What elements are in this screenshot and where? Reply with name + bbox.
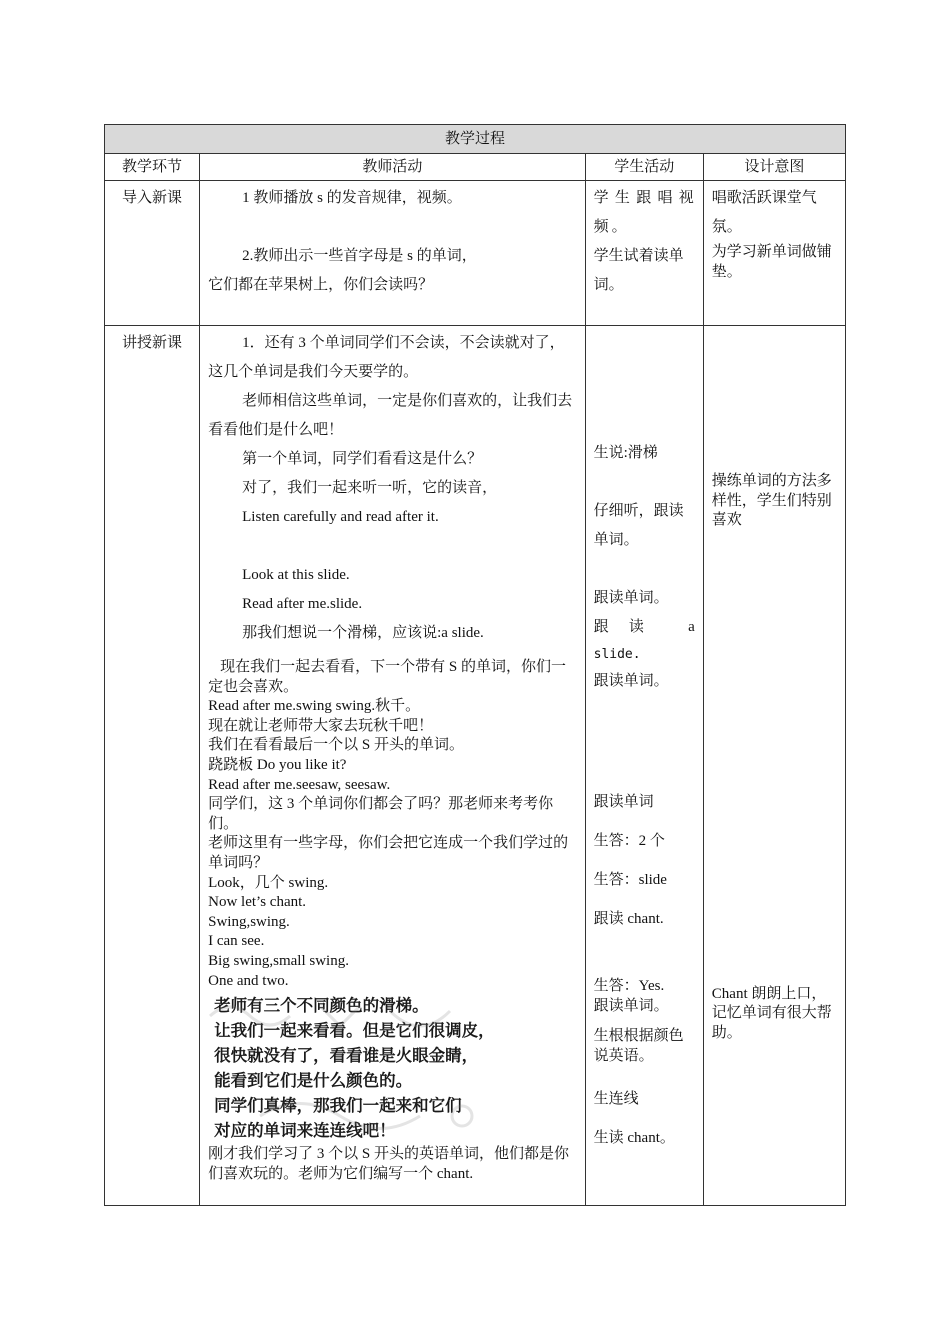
teacher-intro: 1 教师播放 s 的发音规律，视频。 2.教师出示一些首字母是 s 的单词， 它们都在苹果树上，你们会读吗？ (200, 181, 586, 326)
stage-lesson: 讲授新课 (105, 326, 200, 1206)
table-title: 教学过程 (105, 125, 846, 154)
header-stage: 教学环节 (105, 154, 200, 181)
header-row (105, 154, 846, 181)
teaching-process-table (104, 124, 846, 1206)
table-row-intro (105, 181, 846, 326)
header-student: 学生活动 (585, 154, 703, 181)
stage-intro: 导入新课 (105, 181, 200, 326)
header-teacher: 教师活动 (200, 154, 586, 181)
header-intent: 设计意图 (703, 154, 845, 181)
lesson-plan-page (104, 124, 846, 1206)
intent-intro: 唱歌活跃课堂气氛。 为学习新单词做铺垫。 (703, 181, 845, 326)
table-title-row (105, 125, 846, 154)
student-intro: 学生跟唱视频。 学生试着读单词。 (585, 181, 703, 326)
handwritten-note: 老师有三个不同颜色的滑梯。 让我们一起来看看。但是它们很调皮， 很快就没有了，看看谁是火眼金睛， 能看到它们是什么颜色的。 同学们真棒，那我们一起来和它们 对应的单词来连连线吧！ (214, 996, 495, 1141)
teacher-lesson: 1．还有 3 个单词同学们不会读，不会读就对了，这几个单词是我们今天要学的。 老师相信这些单词，一定是你们喜欢的，让我们去看看他们是什么吧！ 第一个单词，同学们看看这是什么？ 对了，我们一起来听一听，它的读音， Listen carefully and read after it. Look at this slide. Read after me.slide. 那我们想说一个滑梯，应该说:a slide. 现在我们一起去看看，下一个带有 S 的单词，你们一定也会喜欢。 Read after me.swing swing.秋千。 现在就让老师带大家去玩秋千吧！ 我们在看看最后一个以 S 开头的单词。 跷跷板 Do you like it? Read after me.seesaw, seesaw. 同学们，这 3 个单词你们都会了吗？那老师来考考你们。 老师这里有一些字母，你们会把它连成一个我们学过的单词吗？ Look，几个 swing. Now let’s chant. Swing,swing. I can see. Big swing,small swing. One and two. 老师有三个不同颜色的滑梯。 让我们一起来看看。但是它们很调皮， 很快就没有了，看看谁是火眼金睛， 能看到它们是什么颜色的。 同学们真棒，那我们一起来和它们 对应的单词来连连线吧！ 刚才我们学习了 3 个以 S 开头的英语单词，他们都是你们喜欢玩的。老师为它们编写一个 chant. (200, 326, 586, 1206)
intent-lesson: 操练单词的方法多样性，学生们特别喜欢 Chant 朗朗上口，记忆单词有很大帮助。 (703, 326, 845, 1206)
table-row-lesson (105, 326, 846, 1206)
student-lesson: 生说:滑梯 仔细听，跟读单词。 跟读单词。 跟读 a slide. 跟读单词。 跟读单词 生答：2 个 生答：slide 跟读 chant. 生答：Yes. 跟读单词。 生根根据颜色说英语。 生连线 生读 chant。 (585, 326, 703, 1206)
